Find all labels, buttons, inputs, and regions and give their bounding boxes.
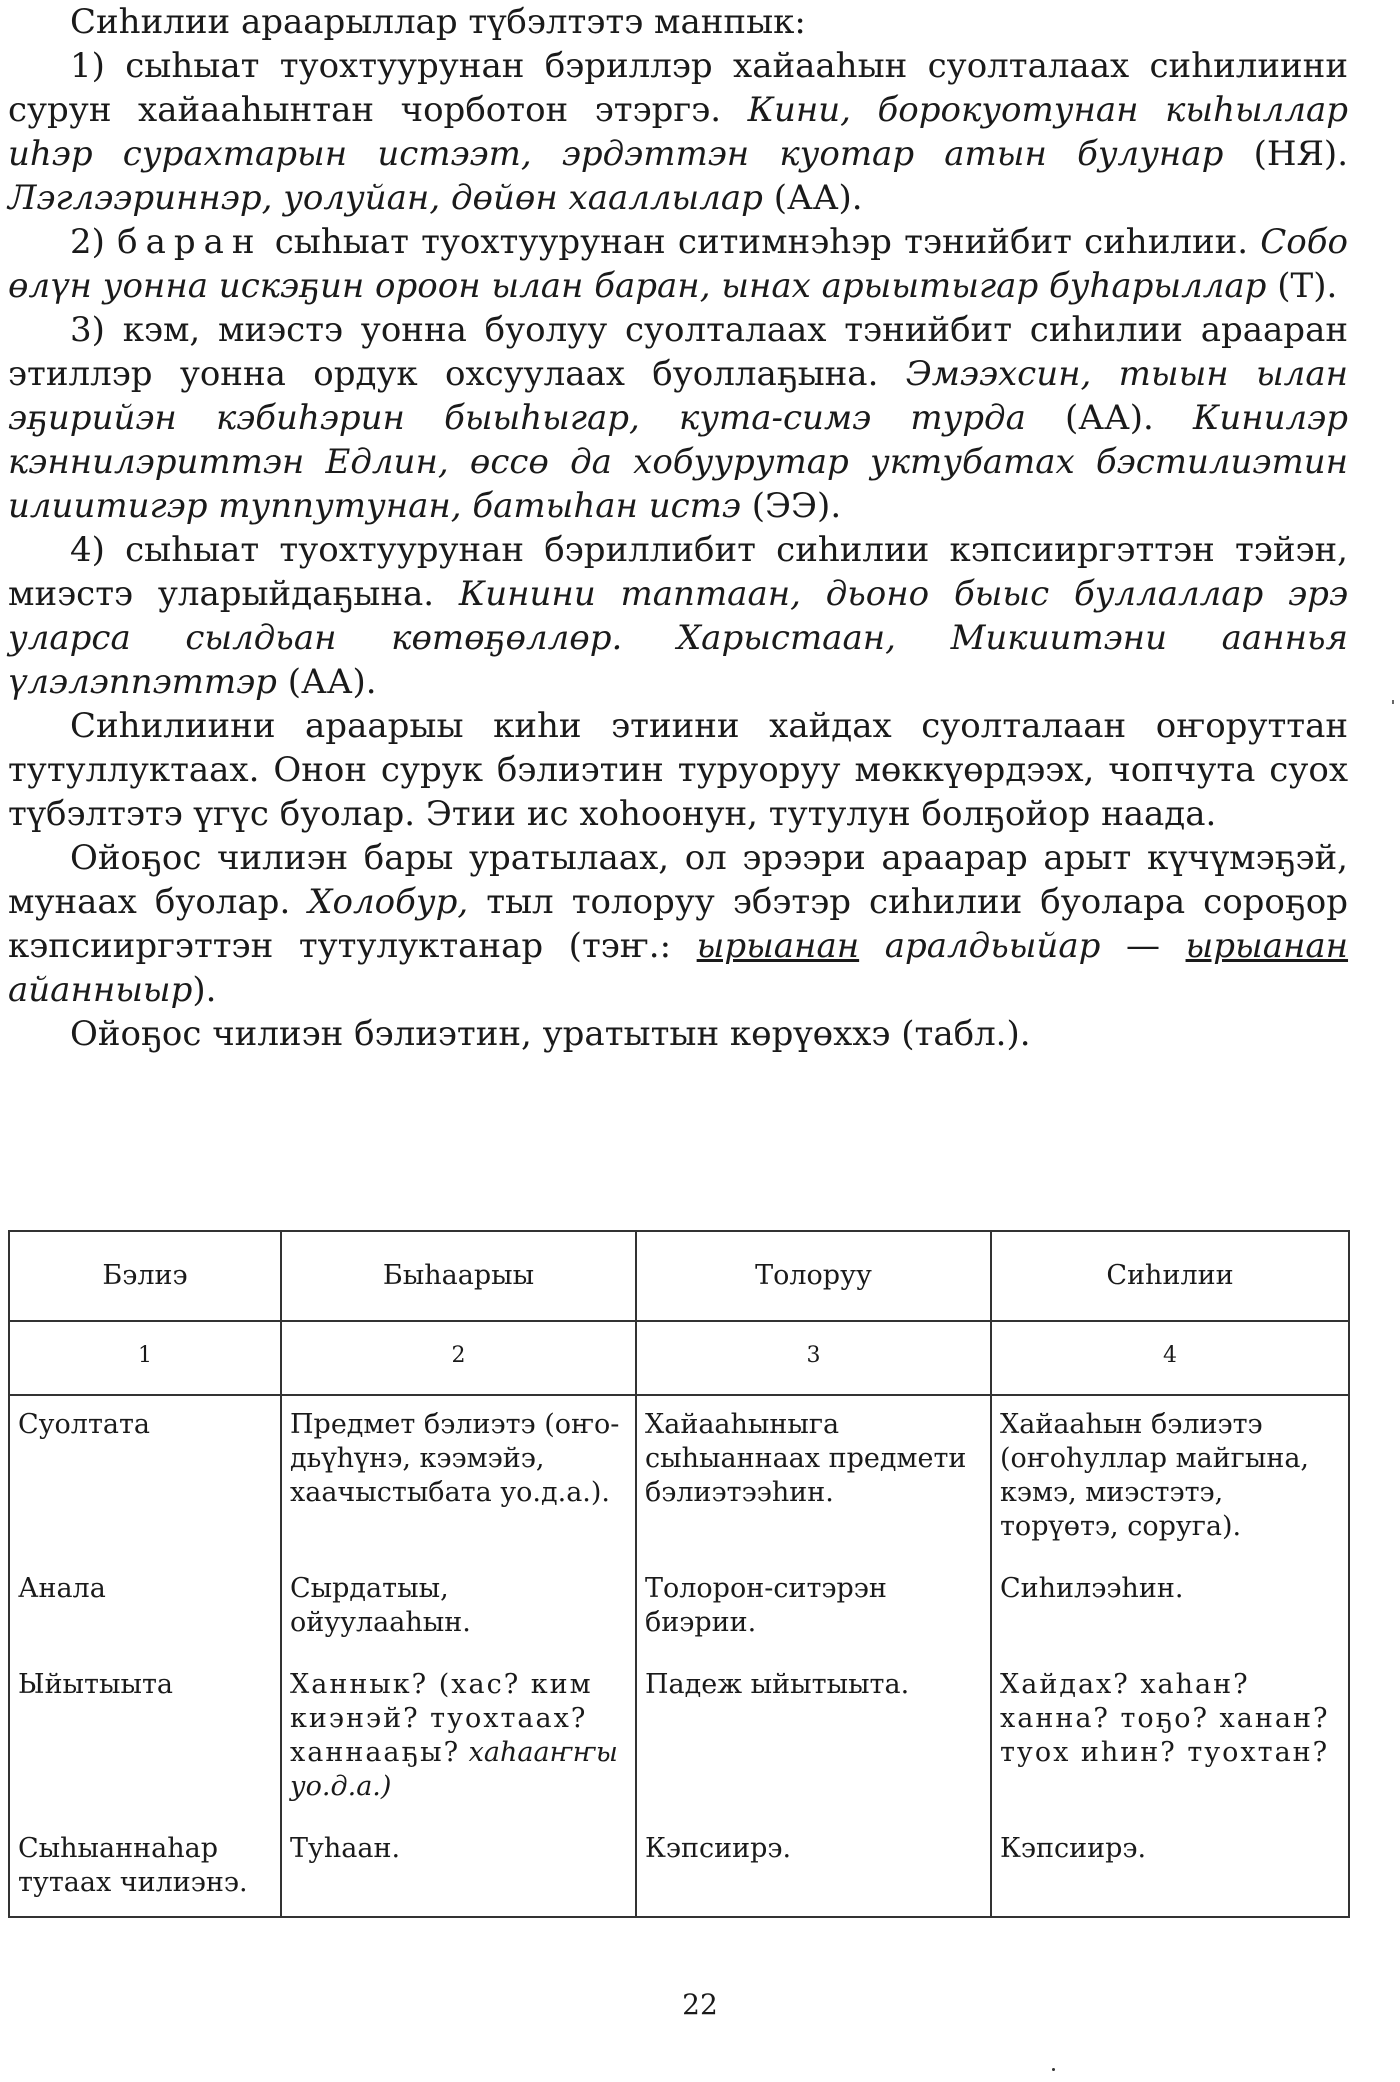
table-cell: Предмет бэлиэтэ (оҥо-дьүһүнэ, кээмэйэ, хаачыстыбата уо.д.а.). [281,1395,636,1560]
table-row [9,1395,1349,1560]
example-word: аралдьыйар [884,926,1101,966]
example-text: Кини, борокуотунан кыһыллар иһэр сурахтарын истээт, эрдэттэн куотар атын булунар [8,90,1349,174]
header-cell: Толоруу [636,1231,991,1321]
column-number: 2 [281,1321,636,1395]
row-label: Суолтата [9,1395,281,1560]
example-pair-a [697,926,1101,966]
source-abbr: (ЭЭ). [751,486,842,526]
column-number: 4 [991,1321,1349,1395]
question-words: Ханнык? (хас? ким киэнэй? туохтаах? ханнааҕы? [290,1669,593,1768]
item-text: сыһыат туохтуурунан бэриллибит сиһилии кэпсииргэттэн тэйэн, миэстэ уларыйдаҕына. [8,530,1348,614]
table-cell: Кэпсиирэ. [991,1820,1349,1917]
column-number: 1 [9,1321,281,1395]
scan-speck [1392,700,1394,704]
list-item-4 [8,528,1348,704]
column-number: 3 [636,1321,991,1395]
row-label: Анала [9,1560,281,1656]
table-cell: Хайааһыныга сыһыаннаах предмети бэлиэтээһин. [636,1395,991,1560]
spaced-word: баран [117,222,263,262]
item-number: 4) [70,530,105,570]
page-number: 22 [682,1988,718,2021]
scan-speck [1052,2068,1055,2071]
body-text [8,0,1348,1056]
table-cell: Сиһилээһин. [991,1560,1349,1656]
source-abbr: (АА). [773,178,863,218]
example-text: Кинилэр кэннилэриттэн Едлин, өссө да хобуурутар уктубатах бэстилиэтин илиитигэр туппутунан, батыһан истэ [8,398,1348,526]
paragraph-text: Ойоҕос чилиэн бары уратылаах, ол эрээри араарар арыт күчүмэҕэй, мунаах буолар. [8,838,1348,922]
list-item-2 [8,220,1348,308]
dash: — [1125,926,1160,966]
header-cell: Бэлиэ [9,1231,281,1321]
example-label: Холобур, [308,882,469,922]
item-text: сыһыат туохтуурунан бэриллэр хайааһын суолталаах сиһилиини сурун хайааһынтан чорботон этэргэ. [8,46,1349,130]
example-text: Кинини таптаан, дьоно быыс буллаллар эрэ уларса сылдьан көтөҕөллөр. Харыстаан, Микиитэни ааннья үлэлэппэттэр [8,574,1348,702]
table-header-row [9,1231,1349,1321]
underlined-word: ырыанан [696,926,860,966]
list-item-1 [8,44,1348,220]
table-cell: Хайааһын бэлиэтэ (оҥоһуллар майгына, кэмэ, миэстэтэ, торүөтэ, соруга). [991,1395,1349,1560]
table-cell: Хайдах? хаһан? ханна? тоҕо? ханан? туох иһин? туохтан? [991,1656,1349,1820]
item-text: сыһыат туохтуурунан ситимнэһэр тэнийбит сиһилии. [274,222,1249,262]
source-abbr: (НЯ). [1253,134,1349,174]
question-words-tail: хаһааҥҥы уо.д.а.) [290,1737,618,1802]
table-cell [281,1656,636,1820]
item-number: 2) [70,222,105,262]
table-cell: Туһаан. [281,1820,636,1917]
item-number: 1) [70,46,105,86]
row-label: Сыһыаннаһар тутаах чилиэнэ. [9,1820,281,1917]
source-abbr: (Т). [1277,266,1338,306]
paragraph-3: Ойоҕос чилиэн бэлиэтин, уратытын көрүөххэ (табл.). [70,1014,1031,1054]
source-abbr: (АА). [287,662,377,702]
table-cell: Падеж ыйытыыта. [636,1656,991,1820]
item-text: кэм, миэстэ уонна буолуу суолталаах тэнийбит сиһилии арааран этиллэр уонна ордук охсуулаах буоллаҕына. [8,310,1349,394]
table-row [9,1820,1349,1917]
source-abbr: (АА). [1065,398,1154,438]
underlined-word: ырыанан [1185,926,1349,966]
table-cell: Сырдатыы, ойуулааһын. [281,1560,636,1656]
column-number-row [9,1321,1349,1395]
example-text: Эмээхсин, тыын ылан эҕирийэн кэбиһэрин быыһыгар, кута-симэ турда [8,354,1348,438]
example-text: Собо өлүн уонна искэҕин ороон ылан баран, ынах арыытыгар буһарыллар [8,222,1349,306]
intro-line: Сиһилии араарыллар түбэлтэтэ манпык: [70,2,806,42]
table-row [9,1656,1349,1820]
comparison-table [8,1230,1350,1918]
header-cell: Сиһилии [991,1231,1349,1321]
item-number: 3) [70,310,105,350]
closing-paren: ). [192,970,217,1010]
table-row [9,1560,1349,1656]
table-cell: Толорон-ситэрэн биэрии. [636,1560,991,1656]
row-label: Ыйытыыта [9,1656,281,1820]
table-cell: Кэпсиирэ. [636,1820,991,1917]
paragraph-2 [8,836,1348,1012]
paragraph-1: Сиһилиини араарыы киһи этиини хайдах суолталаан оҥоруттан тутуллуктаах. Онон сурук бэлиэтин туруоруу мөккүөрдээх, чопчута суох түбэлтэтэ үгүс буолар. Этии ис хоһоонун, тутулун болҕойор наада. [8,706,1348,834]
list-item-3 [8,308,1348,528]
example-text: Лэглээриннэр, уолуйан, дөйөн хааллылар [8,178,763,218]
paragraph-text: тыл толоруу эбэтэр сиһилии буолара сороҕор кэпсииргэттэн тутулуктанар (тэҥ.: [8,882,1348,966]
header-cell: Быһаарыы [281,1231,636,1321]
example-word: айанныыр [8,970,193,1010]
